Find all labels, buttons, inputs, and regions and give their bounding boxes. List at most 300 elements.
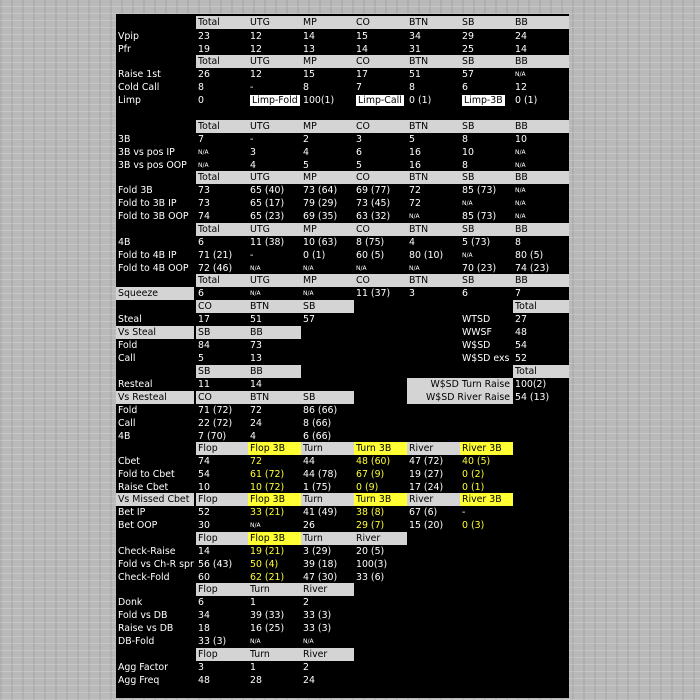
column-header: Flop 3B bbox=[248, 532, 301, 545]
stat-value: 6 bbox=[462, 82, 468, 93]
stat-value: 7 bbox=[515, 288, 521, 299]
column-header: River 3B bbox=[460, 493, 513, 506]
stat-value: 39 (18) bbox=[303, 559, 338, 570]
stat-value: W$SD exs bbox=[462, 353, 510, 364]
stat-row bbox=[116, 635, 569, 648]
stat-value: 14 bbox=[250, 379, 262, 390]
stat-value: 61 (72) bbox=[250, 469, 285, 480]
stat-value: 51 bbox=[409, 69, 421, 80]
column-header: UTG bbox=[248, 223, 301, 236]
stat-label: Raise 1st bbox=[118, 69, 161, 80]
column-header: MP bbox=[301, 274, 354, 287]
column-header: Flop bbox=[196, 648, 248, 661]
stat-value: 41 (49) bbox=[303, 507, 338, 518]
stat-value: 5 (73) bbox=[462, 237, 491, 248]
stat-row bbox=[116, 133, 569, 146]
stat-label: Squeeze bbox=[116, 287, 194, 300]
stat-row bbox=[116, 583, 569, 596]
stat-row bbox=[116, 661, 569, 674]
stat-value: 6 bbox=[462, 288, 468, 299]
stat-value: N/A bbox=[409, 213, 420, 220]
stat-label: Resteal bbox=[118, 379, 153, 390]
stat-value: 47 (72) bbox=[409, 456, 444, 467]
stat-row bbox=[116, 609, 569, 622]
stat-value: 25 bbox=[462, 44, 474, 55]
stat-label: Vs Resteal bbox=[116, 391, 194, 404]
stat-value: 0 (1) bbox=[303, 250, 326, 261]
stat-value: 67 (6) bbox=[409, 507, 438, 518]
column-header: BB bbox=[513, 120, 569, 133]
stat-value: N/A bbox=[303, 290, 314, 297]
column-header: BB bbox=[513, 16, 569, 29]
stat-value: WTSD bbox=[462, 314, 491, 325]
stat-value: 79 (29) bbox=[303, 198, 338, 209]
stat-label: Call bbox=[118, 418, 136, 429]
stat-value: 34 bbox=[198, 610, 210, 621]
stat-value: 0 (1) bbox=[515, 95, 538, 106]
stat-value: 74 (23) bbox=[515, 263, 550, 274]
stat-value: 60 (5) bbox=[356, 250, 385, 261]
stat-row bbox=[116, 417, 569, 430]
stat-value: 73 bbox=[198, 198, 210, 209]
stat-value: 8 (66) bbox=[303, 418, 332, 429]
stat-value: 2 bbox=[303, 662, 309, 673]
stat-value: 4 bbox=[303, 147, 309, 158]
column-header: CO bbox=[196, 300, 248, 313]
stat-label: 3B vs pos OOP bbox=[118, 160, 187, 171]
stat-value: 11 (38) bbox=[250, 237, 285, 248]
stat-value: W$SD bbox=[462, 340, 491, 351]
stat-row bbox=[116, 596, 569, 609]
column-header: SB bbox=[460, 274, 513, 287]
stat-value: 5 bbox=[356, 160, 362, 171]
stat-label: Vpip bbox=[118, 31, 139, 42]
stat-value: 54 (13) bbox=[515, 392, 550, 403]
stat-value: 31 bbox=[409, 44, 421, 55]
stat-row bbox=[116, 249, 569, 262]
column-header: BB bbox=[513, 171, 569, 184]
stat-value: 8 bbox=[198, 82, 204, 93]
stat-value: N/A bbox=[356, 265, 367, 272]
stat-value: N/A bbox=[303, 638, 314, 645]
stat-value: 56 (43) bbox=[198, 559, 233, 570]
column-header: River bbox=[354, 532, 407, 545]
stat-value: 3 (29) bbox=[303, 546, 332, 557]
stat-value: 18 bbox=[198, 623, 210, 634]
stat-row bbox=[116, 236, 569, 249]
stat-value: 63 (32) bbox=[356, 211, 391, 222]
stat-value: 8 bbox=[303, 82, 309, 93]
stat-value: 24 bbox=[515, 31, 527, 42]
stat-row bbox=[116, 210, 569, 223]
column-header: CO bbox=[354, 120, 407, 133]
stat-value: 84 bbox=[198, 340, 210, 351]
stat-label: Fold vs DB bbox=[118, 610, 168, 621]
stat-row bbox=[116, 223, 569, 236]
stat-value: 2 bbox=[303, 597, 309, 608]
column-header: Turn bbox=[301, 532, 354, 545]
stat-value: 10 (63) bbox=[303, 237, 338, 248]
stat-value: 5 bbox=[198, 353, 204, 364]
stat-value: 8 (75) bbox=[356, 237, 385, 248]
column-header: CO bbox=[196, 391, 248, 404]
stat-value: 44 (78) bbox=[303, 469, 338, 480]
stat-value: 27 bbox=[515, 314, 527, 325]
stat-value: 0 (2) bbox=[462, 469, 485, 480]
column-header: MP bbox=[301, 223, 354, 236]
stat-value: N/A bbox=[250, 522, 261, 529]
stat-value: 2 bbox=[303, 134, 309, 145]
stat-value: 17 bbox=[356, 69, 368, 80]
stat-value: 19 bbox=[198, 44, 210, 55]
stat-value: 6 bbox=[198, 288, 204, 299]
stat-row bbox=[116, 558, 569, 571]
stat-value: 20 (5) bbox=[356, 546, 385, 557]
column-header: BB bbox=[513, 274, 569, 287]
stat-value: 3 bbox=[409, 288, 415, 299]
stat-value: 30 bbox=[198, 520, 210, 531]
stat-value: 6 bbox=[198, 237, 204, 248]
column-header: Turn bbox=[248, 648, 301, 661]
column-header: Turn bbox=[301, 493, 354, 506]
column-header: Turn bbox=[248, 583, 301, 596]
column-header: SB bbox=[301, 391, 354, 404]
stat-value: 12 bbox=[250, 44, 262, 55]
stat-value: 15 bbox=[303, 69, 315, 80]
stat-value: 0 (9) bbox=[356, 482, 379, 493]
column-header: Total bbox=[196, 55, 248, 68]
stat-value: 80 (10) bbox=[409, 250, 444, 261]
stat-value: 0 bbox=[198, 95, 204, 106]
stat-value bbox=[460, 94, 513, 107]
stat-value: 3 bbox=[198, 662, 204, 673]
stat-label: Donk bbox=[118, 597, 143, 608]
stat-value: N/A bbox=[515, 162, 526, 169]
stat-value bbox=[248, 94, 301, 107]
stat-value: 33 (21) bbox=[250, 507, 285, 518]
stat-label: Vs Missed Cbet bbox=[116, 493, 194, 506]
stat-value: 65 (17) bbox=[250, 198, 285, 209]
stat-value: 11 (37) bbox=[356, 288, 391, 299]
column-header: River bbox=[301, 583, 354, 596]
stat-value: 67 (9) bbox=[356, 469, 385, 480]
stat-label: Limp bbox=[118, 95, 141, 106]
column-header: MP bbox=[301, 16, 354, 29]
column-header: W$SD River Raise bbox=[407, 391, 513, 404]
column-header: CO bbox=[354, 171, 407, 184]
column-header: Flop bbox=[196, 583, 248, 596]
stat-value: 85 (73) bbox=[462, 185, 497, 196]
stat-value: 7 bbox=[198, 134, 204, 145]
column-header: BTN bbox=[407, 120, 460, 133]
column-header: UTG bbox=[248, 274, 301, 287]
stat-row bbox=[116, 197, 569, 210]
stat-value: 65 (23) bbox=[250, 211, 285, 222]
stat-label: Vs Steal bbox=[116, 326, 194, 339]
stat-value: 16 bbox=[409, 147, 421, 158]
stat-value: 8 bbox=[462, 134, 468, 145]
stat-value: 73 (64) bbox=[303, 185, 338, 196]
stat-row bbox=[116, 506, 569, 519]
stat-value: 33 (3) bbox=[303, 623, 332, 634]
stat-value: 60 bbox=[198, 572, 210, 583]
stat-value: 65 (40) bbox=[250, 185, 285, 196]
stat-row bbox=[116, 30, 569, 43]
stat-label: Fold 3B bbox=[118, 185, 153, 196]
stat-label: 3B vs pos IP bbox=[118, 147, 175, 158]
stat-label: Fold to 4B IP bbox=[118, 250, 177, 261]
stat-value: 73 bbox=[250, 340, 262, 351]
stat-value: 8 bbox=[462, 160, 468, 171]
stat-label: Fold to 3B OOP bbox=[118, 211, 189, 222]
stat-value: - bbox=[250, 250, 254, 261]
hud-stats-table bbox=[116, 14, 569, 698]
stat-value: N/A bbox=[250, 265, 261, 272]
stat-value: 15 (20) bbox=[409, 520, 444, 531]
stat-value: 14 bbox=[198, 546, 210, 557]
stat-value: 52 bbox=[198, 507, 210, 518]
stat-value: N/A bbox=[198, 149, 209, 156]
stat-value: 50 (4) bbox=[250, 559, 279, 570]
column-header: BTN bbox=[407, 223, 460, 236]
stat-value: 1 bbox=[250, 662, 256, 673]
stat-value: 23 bbox=[198, 31, 210, 42]
stat-value: 72 bbox=[250, 405, 262, 416]
column-header: BTN bbox=[407, 171, 460, 184]
stat-row bbox=[116, 404, 569, 417]
stat-value: 0 (3) bbox=[462, 520, 485, 531]
stat-value: 14 bbox=[303, 31, 315, 42]
column-header: Flop 3B bbox=[248, 442, 301, 455]
stat-value: 13 bbox=[250, 353, 262, 364]
column-header: River bbox=[301, 648, 354, 661]
stat-value: 14 bbox=[356, 44, 368, 55]
stat-value: 38 (8) bbox=[356, 507, 385, 518]
stat-label: Bet OOP bbox=[118, 520, 158, 531]
stat-value: 73 bbox=[198, 185, 210, 196]
column-header: UTG bbox=[248, 16, 301, 29]
stat-value: 14 bbox=[515, 44, 527, 55]
stat-value: 4 bbox=[250, 431, 256, 442]
stat-row bbox=[116, 287, 569, 300]
stat-value: 10 bbox=[198, 482, 210, 493]
stat-label: 4B bbox=[118, 237, 131, 248]
stat-label: Fold to 4B OOP bbox=[118, 263, 189, 274]
column-header: Turn 3B bbox=[354, 493, 407, 506]
stat-value: 29 bbox=[462, 31, 474, 42]
stat-value: 16 (25) bbox=[250, 623, 285, 634]
stat-row bbox=[116, 455, 569, 468]
column-header: River bbox=[407, 493, 460, 506]
stat-label: Call bbox=[118, 353, 136, 364]
stat-value: N/A bbox=[515, 187, 526, 194]
column-header: Total bbox=[196, 274, 248, 287]
stat-value: 13 bbox=[303, 44, 315, 55]
stat-value: N/A bbox=[303, 265, 314, 272]
column-header: W$SD Turn Raise bbox=[407, 378, 513, 391]
stat-value: 48 (60) bbox=[356, 456, 391, 467]
column-header: SB bbox=[460, 223, 513, 236]
limp-badge: Limp-3B bbox=[464, 95, 503, 106]
column-header: CO bbox=[354, 55, 407, 68]
stat-row bbox=[116, 545, 569, 558]
stat-value: 74 bbox=[198, 211, 210, 222]
stat-value: 33 (3) bbox=[198, 636, 227, 647]
column-header: BTN bbox=[407, 274, 460, 287]
stat-label: Fold vs Ch-R spr bbox=[118, 559, 194, 570]
stat-label: Pfr bbox=[118, 44, 131, 55]
column-header: Total bbox=[196, 171, 248, 184]
stat-value: 1 bbox=[250, 597, 256, 608]
stat-value: 62 (21) bbox=[250, 572, 285, 583]
stat-value: 12 bbox=[515, 82, 527, 93]
column-header: Turn 3B bbox=[354, 442, 407, 455]
stat-value: 74 bbox=[198, 456, 210, 467]
stat-label: Agg Freq bbox=[118, 675, 160, 686]
column-header: SB bbox=[196, 326, 248, 339]
stat-row bbox=[116, 313, 569, 326]
stat-value: 17 (24) bbox=[409, 482, 444, 493]
stat-label: Cbet bbox=[118, 456, 140, 467]
stat-value: 10 bbox=[515, 134, 527, 145]
stat-value: N/A bbox=[409, 265, 420, 272]
stat-value: 6 (66) bbox=[303, 431, 332, 442]
stat-value: 10 bbox=[462, 147, 474, 158]
stat-value: 0 (1) bbox=[462, 482, 485, 493]
column-header: Total bbox=[513, 300, 569, 313]
column-header: Turn bbox=[301, 442, 354, 455]
column-header: UTG bbox=[248, 171, 301, 184]
column-header: UTG bbox=[248, 120, 301, 133]
stat-label: Fold bbox=[118, 405, 138, 416]
column-header: SB bbox=[460, 171, 513, 184]
stat-value: 19 (27) bbox=[409, 469, 444, 480]
stat-label: Agg Factor bbox=[118, 662, 168, 673]
stat-value bbox=[354, 94, 407, 107]
stat-row bbox=[116, 339, 569, 352]
column-header: UTG bbox=[248, 55, 301, 68]
stat-value: 7 (70) bbox=[198, 431, 227, 442]
stat-value: 3 bbox=[356, 134, 362, 145]
limp-badge: Limp-Call bbox=[358, 95, 402, 106]
stat-value: 24 bbox=[303, 675, 315, 686]
stat-value: N/A bbox=[198, 162, 209, 169]
stat-value: 5 bbox=[303, 160, 309, 171]
limp-badge: Limp-Fold bbox=[252, 95, 298, 106]
stat-row bbox=[116, 674, 569, 687]
column-header: MP bbox=[301, 55, 354, 68]
stat-value: N/A bbox=[515, 213, 526, 220]
stat-row bbox=[116, 68, 569, 81]
column-header: SB bbox=[460, 55, 513, 68]
stat-row bbox=[116, 171, 569, 184]
stat-value: 52 bbox=[515, 353, 527, 364]
stat-value: - bbox=[462, 507, 466, 518]
stat-row bbox=[116, 519, 569, 532]
column-header: BTN bbox=[407, 16, 460, 29]
column-header: CO bbox=[354, 223, 407, 236]
stat-label: Bet IP bbox=[118, 507, 146, 518]
stat-value: N/A bbox=[250, 638, 261, 645]
stat-value: 39 (33) bbox=[250, 610, 285, 621]
stat-value: 72 bbox=[409, 198, 421, 209]
stat-value: 12 bbox=[250, 69, 262, 80]
stat-value: 57 bbox=[462, 69, 474, 80]
stat-label: 3B bbox=[118, 134, 131, 145]
stat-value: 72 bbox=[409, 185, 421, 196]
stat-value: WWSF bbox=[462, 327, 492, 338]
stat-value: 70 (23) bbox=[462, 263, 497, 274]
column-header: MP bbox=[301, 120, 354, 133]
stat-row bbox=[116, 274, 569, 287]
stat-value: 12 bbox=[250, 31, 262, 42]
stat-value: 15 bbox=[356, 31, 368, 42]
stat-value: 72 (46) bbox=[198, 263, 233, 274]
stat-row bbox=[116, 391, 569, 404]
column-header: Total bbox=[196, 223, 248, 236]
stat-value: 26 bbox=[198, 69, 210, 80]
stat-value: 10 (72) bbox=[250, 482, 285, 493]
column-header: SB bbox=[460, 120, 513, 133]
stat-row bbox=[116, 55, 569, 68]
stat-label: Check-Raise bbox=[118, 546, 176, 557]
stat-row bbox=[116, 532, 569, 545]
stat-row bbox=[116, 184, 569, 197]
column-header: Flop bbox=[196, 532, 248, 545]
stat-value: 16 bbox=[409, 160, 421, 171]
column-header: SB bbox=[460, 16, 513, 29]
stat-value: 8 bbox=[515, 237, 521, 248]
stat-value: 54 bbox=[515, 340, 527, 351]
stat-label: Raise vs DB bbox=[118, 623, 174, 634]
column-header: Flop bbox=[196, 442, 248, 455]
stat-row bbox=[116, 81, 569, 94]
stat-value: 100(2) bbox=[515, 379, 547, 390]
stat-row bbox=[116, 146, 569, 159]
stat-value: 73 (45) bbox=[356, 198, 391, 209]
stat-row bbox=[116, 300, 569, 313]
stat-value: 57 bbox=[303, 314, 315, 325]
column-header: Total bbox=[513, 365, 569, 378]
stat-value: 0 (1) bbox=[409, 95, 432, 106]
stat-value: 48 bbox=[198, 675, 210, 686]
stat-value: 80 (5) bbox=[515, 250, 544, 261]
column-header: BTN bbox=[248, 300, 301, 313]
column-header: SB bbox=[301, 300, 354, 313]
stat-label: Check-Fold bbox=[118, 572, 170, 583]
stat-value: 11 bbox=[198, 379, 210, 390]
column-header: CO bbox=[354, 274, 407, 287]
stat-value: 19 (21) bbox=[250, 546, 285, 557]
column-header: MP bbox=[301, 171, 354, 184]
stat-value: 17 bbox=[198, 314, 210, 325]
stat-value: 48 bbox=[515, 327, 527, 338]
stat-row bbox=[116, 648, 569, 661]
stat-label: DB-Fold bbox=[118, 636, 155, 647]
stat-value: 69 (77) bbox=[356, 185, 391, 196]
stat-value: 4 bbox=[409, 237, 415, 248]
column-header: CO bbox=[354, 16, 407, 29]
stat-row bbox=[116, 94, 569, 107]
stat-value: 28 bbox=[250, 675, 262, 686]
stat-value: 100(1) bbox=[303, 95, 335, 106]
column-header: Flop 3B bbox=[248, 493, 301, 506]
column-header: BB bbox=[248, 326, 301, 339]
stat-value: 29 (7) bbox=[356, 520, 385, 531]
stat-value: 51 bbox=[250, 314, 262, 325]
stat-value: 26 bbox=[303, 520, 315, 531]
stat-label: Steal bbox=[118, 314, 142, 325]
